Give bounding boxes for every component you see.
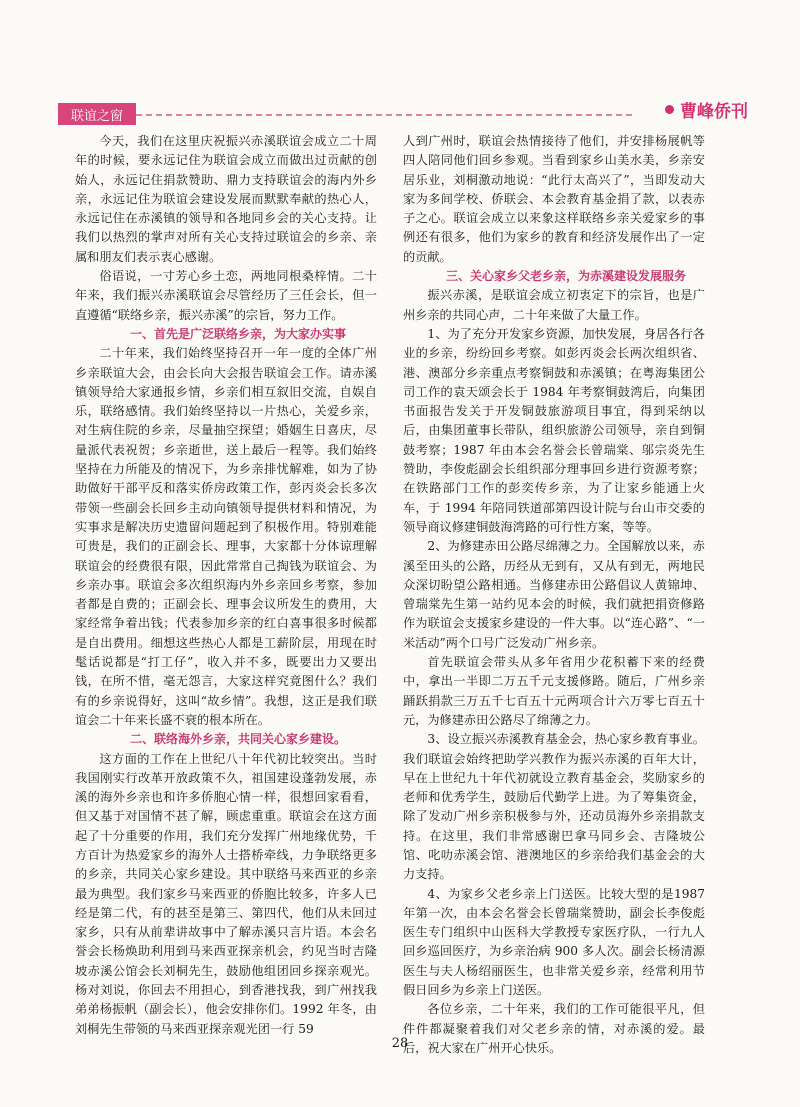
header-divider [136, 114, 632, 116]
paragraph: 各位乡亲，二十年来，我们的工作可能很平凡，但件件都凝聚着我们对父老乡亲的情，对赤溪的爱。最后，祝大家在广州开心快乐。 [403, 1002, 705, 1055]
section-heading: 三、关心家乡父老乡亲，为赤溪建设发展服务 [445, 269, 686, 284]
paragraph: 1、为了充分开发家乡资源，加快发展，身居各行各业的乡亲，纷纷回乡考察。如彭丙炎会长两次组织省、港、澳部分乡亲重点考察铜鼓和赤溪镇；在粤海集团公司工作的袁天颂会长于 1984 年考察铜鼓湾后，向集团书面报告发关于开发铜鼓旅游项目事宜，得到采纳以后，由集团董事长带队，组织旅游公司领导，亲自到铜鼓考察；1987 年由本会名誉会长曾瑞棠、邬宗炎先生赞助，李俊彪副会长组织部分理事回乡进行资源考察；在铁路部门工作的彭奕传乡亲，为了让家乡能通上火车，于 1994 年陪同铁道部第四设计院与台山市交委的领导商议修建铜鼓海湾路的可行性方案，等等。 [403, 326, 705, 534]
paragraph: 人到广州时，联谊会热情接待了他们，并安排杨展帆等四人陪同他们回乡参观。当看到家乡山美水美，乡亲安居乐业，刘桐激动地说：“此行太高兴了”，当即发动大家为多间学校、侨联会、本会教育基金捐了款，以表赤子之心。联谊会成立以来象这样联络乡亲关爱家乡的事例还有很多，他们为家乡的教育和经济发展作出了一定的贡献。 [403, 134, 705, 264]
magazine-name: 曹峰侨刊 [680, 102, 748, 122]
section-heading: 一、首先是广泛联络乡亲，为大家办实事 [129, 326, 346, 341]
paragraph: 俗语说，一寸芳心乡土恋，两地同根桑梓情。二十年来，我们振兴赤溪联谊会尽管经历了三任会长，但一直遵循“联络乡亲，振兴赤溪”的宗旨，努力工作。 [75, 269, 377, 322]
paragraph: 今天，我们在这里庆祝振兴赤溪联谊会成立二十周年的时候，要永远记住为联谊会成立而做出过贡献的创始人，永远记住捐款赞助、鼎力支持联谊会的海内外乡亲，永远记住为联谊会建设发展而默默奉献的热心人，永远记住在赤溪镇的领导和各地同乡会的关心支持。让我们以热烈的掌声对所有关心支持过联谊会的乡亲、亲属和朋友们表示衷心感谢。 [75, 134, 377, 264]
bullet-dot-icon [665, 105, 674, 114]
paragraph: 3、设立振兴赤溪教育基金会，热心家乡教育事业。我们联谊会始终把助学兴教作为振兴赤溪的百年大计，早在上世纪九十年代初就设立教育基金会，奖励家乡的老师和优秀学生，鼓励后代勤学上进。为了筹集资金，除了发动广州乡亲积极参与外，还动员海外乡亲捐款支持。在这里，我们非常感谢巴拿马同乡会、吉隆坡公馆、叱叻赤溪会馆、港澳地区的乡亲给我们基金会的大力支持。 [403, 732, 705, 882]
paragraph: 这方面的工作在上世纪八十年代初比较突出。当时我国刚实行改革开放政策不久，祖国建设蓬勃发展，赤溪的海外乡亲也和许多侨胞心情一样，很想回家看看，但又基于对国情不甚了解，顾虑重重。联谊会在这方面起了十分重要的作用，我们充分发挥广州地缘优势，千方百计为热爱家乡的海外人士搭桥牵线，力争联络更多的乡亲，共同关心家乡建设。其中联络马来西亚的乡亲最为典型。我们家乡马来西亚的侨胞比较多，许多人已经是第二代，有的甚至是第三、第四代，他们从未回过家乡，只有从前辈讲故事中了解赤溪只言片语。本会名誉会长杨焕助利用到马来西亚探亲机会，约见当时吉隆坡赤溪公馆会长刘桐先生，鼓励他组团回乡探亲观光。杨对刘说，你回去不用担心，到香港找我，到广州找我弟弟杨振帆（副会长），他会安排你们。1992 年冬，由刘桐先生带领的马来西亚探亲观光团一行 59 [75, 751, 377, 1036]
section-heading: 二、联络海外乡亲，共同关心家乡建设。 [129, 732, 346, 747]
section-tag: 联谊之窗 [58, 103, 136, 125]
paragraph: 二十年来，我们始终坚持召开一年一度的全体广州乡亲联谊大会，由会长向大会报告联谊会工作。请赤溪镇领导给大家通报乡情，乡亲们相互叙旧交流，自娱自乐，联络感情。我们始终坚持以一片热心，关爱乡亲，对生病住院的乡亲，尽量抽空探望；婚姻生日喜庆，尽量派代表祝贺；乡亲逝世，送上最后一程等。我们始终坚持在力所能及的情况下，为乡亲排忧解难，如为了协助做好干部平反和落实侨房政策工作，彭丙炎会长多次带领一些副会长回乡主动向镇领导提供材料和情况，为实事求是解决历史遗留问题起到了积极作用。特别难能可贵是，我们的正副会长、理事，大家都十分体谅理解联谊会的经费很有限，因此常常自己掏钱为联谊会、为乡亲办事。联谊会多次组织海内外乡亲回乡考察，参加者都是自费的；正副会长、理事会议所发生的费用，大家经常争着出钱；代表参加乡亲的红白喜事很多时候都是自出费用。细想这些热心人都是工薪阶层，用现在时髦话说都是“打工仔”，收入并不多，既要出力又要出钱，在所不惜，毫无怨言，大家这样究竟图什么？我们有的乡亲说得好，这叫“故乡情”。我想，这正是我们联谊会二十年来长盛不衰的根本所在。 [75, 346, 377, 727]
article-column-left [75, 132, 377, 1039]
paragraph: 4、为家乡父老乡亲上门送医。比较大型的是1987 年第一次，由本会名誉会长曾瑞棠赞助，副会长李俊彪医生专门组织中山医科大学教授专家医疗队，一行九人回乡巡回医疗，为乡亲治病 900 多人次。副会长杨清源医生与夫人杨绍丽医生，也非常关爱乡亲，经常利用节假日回乡为乡亲上门送医。 [403, 886, 705, 998]
paragraph: 首先联谊会带头从多年省用少花积蓄下来的经费中，拿出一半即二万五千元支援修路。随后，广州乡亲踊跃捐款三万五千七百五十元两项合计六万零七百五十元，为修建赤田公路尽了绵薄之力。 [403, 655, 705, 727]
paragraph: 振兴赤溪，是联谊会成立初衷定下的宗旨，也是广州乡亲的共同心声，二十年来做了大量工作。 [403, 288, 705, 322]
article-column-right [403, 132, 705, 1058]
page-number: 28 [391, 1036, 409, 1051]
paragraph: 2、为修建赤田公路尽绵薄之力。全国解放以来，赤溪至田头的公路，历经从无到有，又从有到无，两地民众深切盼望公路相通。当修建赤田公路倡议人黄锦坤、曾瑞棠先生第一站约见本会的时候，我们就把捐资修路作为联谊会支援家乡建设的一件大事。以“连心路”、“一米活动”两个口号广泛发动广州乡亲。 [403, 539, 705, 650]
magazine-title [665, 97, 748, 122]
